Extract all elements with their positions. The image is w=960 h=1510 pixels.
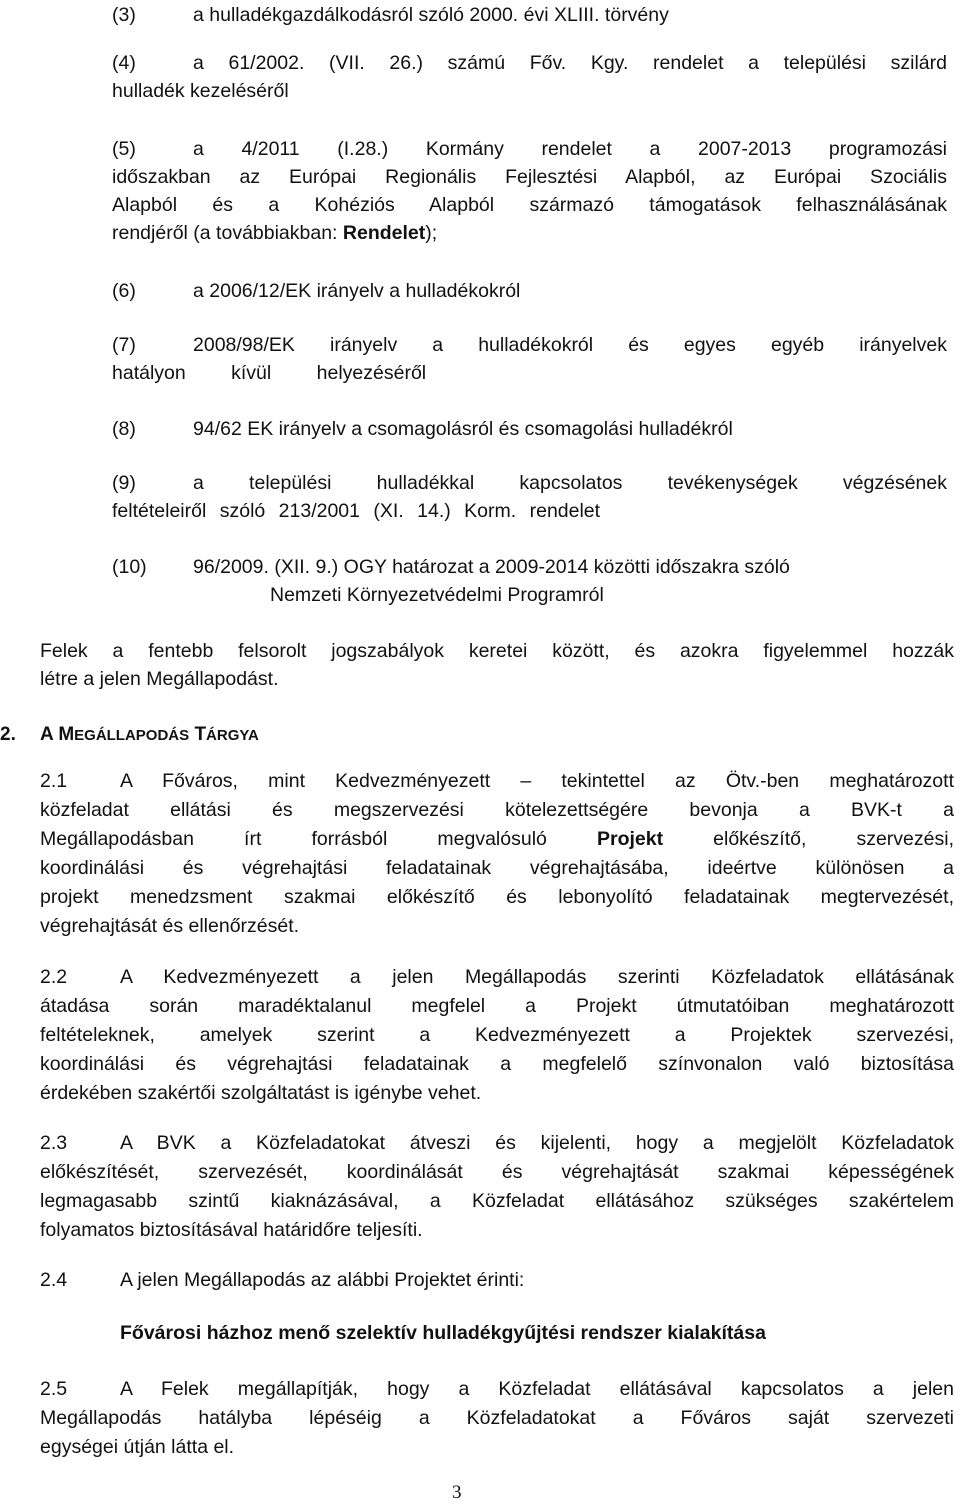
list-item-number: (3) xyxy=(112,4,136,26)
paragraph-text: előkészítését, szervezését, koordinálását és végrehajtását szakmai képességének xyxy=(40,1161,954,1183)
list-item-number: (8) xyxy=(112,418,136,440)
paragraph-text xyxy=(40,824,954,854)
list-item-text: 94/62 EK irányelv a csomagolásról és csomagolási hulladékról xyxy=(193,418,733,440)
paragraph-text: projekt menedzsment szakmai előkészítő és lebonyolító feladatainak megtervezését, xyxy=(40,886,954,908)
paragraph-text: A BVK a Közfeladatokat átveszi és kijelenti, hogy a megjelölt Közfeladatok xyxy=(120,1132,954,1154)
text-segment: ); xyxy=(425,222,438,244)
text-segment: előkészítő, szervezési, xyxy=(663,828,954,850)
paragraph-text: folyamatos biztosításával határidőre teljesíti. xyxy=(40,1219,423,1241)
closing-paragraph: létre a jelen Megállapodást. xyxy=(40,668,279,690)
paragraph-number: 2.2 xyxy=(40,966,68,988)
paragraph-text: közfeladat ellátási és megszervezési kötelezettségére bevonja a BVK-t a xyxy=(40,799,954,821)
list-item-text: a 4/2011 (I.28.) Kormány rendelet a 2007-2013 programozási xyxy=(193,138,947,160)
paragraph-text: érdekében szakértői szolgáltatást is igénybe vehet. xyxy=(40,1082,482,1104)
paragraph-text: A Főváros, mint Kedvezményezett – tekintettel az Ötv.-ben meghatározott xyxy=(120,770,954,792)
text-segment: rendjéről (a továbbiakban: xyxy=(112,222,343,244)
list-item-text: feltételeiről szóló 213/2001 (XI. 14.) Korm. rendelet xyxy=(112,500,601,522)
paragraph-text: legmagasabb szintű kiaknázásával, a Közfeladat ellátásához szükséges szakértelem xyxy=(40,1190,954,1212)
list-item-number: (6) xyxy=(112,280,136,302)
list-item-text: a 2006/12/EK irányelv a hulladékokról xyxy=(193,280,521,302)
list-item-number: (9) xyxy=(112,472,136,494)
list-item-number: (7) xyxy=(112,334,136,356)
paragraph-number: 2.4 xyxy=(40,1269,68,1291)
list-item-text: 96/2009. (XII. 9.) OGY határozat a 2009-2014 közötti időszakra szóló xyxy=(193,556,790,578)
paragraph-text: végrehajtását és ellenőrzését. xyxy=(40,915,300,937)
paragraph-text: koordinálási és végrehajtási feladatainak végrehajtásába, ideértve különösen a xyxy=(40,857,954,879)
project-title: Fővárosi házhoz menő szelektív hulladékgyűjtési rendszer kialakítása xyxy=(120,1322,766,1344)
paragraph-number: 2.1 xyxy=(40,770,68,792)
defined-term: Projekt xyxy=(596,828,664,850)
list-item-number: (10) xyxy=(112,556,147,578)
paragraph-text: A Felek megállapítják, hogy a Közfeladat ellátásával kapcsolatos a jelen xyxy=(120,1378,954,1400)
paragraph-text: A jelen Megállapodás az alábbi Projektet érinti: xyxy=(120,1269,525,1291)
list-item-text: hulladék kezeléséről xyxy=(112,80,289,102)
list-item-text: hatályon kívül helyezéséről xyxy=(112,362,427,384)
list-item-text: a települési hulladékkal kapcsolatos tevékenységek végzésének xyxy=(193,472,947,494)
list-item-text: Nemzeti Környezetvédelmi Programról xyxy=(270,584,604,606)
paragraph-number: 2.5 xyxy=(40,1378,68,1400)
closing-paragraph: Felek a fentebb felsorolt jogszabályok keretei között, és azokra figyelemmel hozzák xyxy=(40,640,954,662)
paragraph-text: Megállapodás hatályba lépéséig a Közfeladatokat a Főváros saját szervezeti xyxy=(40,1407,954,1429)
list-item-text: Alapból és a Kohéziós Alapból származó támogatások felhasználásának xyxy=(112,194,947,216)
list-item-text: 2008/98/EK irányelv a hulladékokról és egyes egyéb irányelvek xyxy=(193,334,947,356)
paragraph-text: átadása során maradéktalanul megfelel a Projekt útmutatóiban meghatározott xyxy=(40,995,954,1017)
list-item-text: időszakban az Európai Regionális Fejlesztési Alapból, az Európai Szociális xyxy=(112,166,947,188)
list-item-number: (5) xyxy=(112,138,136,160)
list-item-text: a hulladékgazdálkodásról szóló 2000. évi XLIII. törvény xyxy=(193,4,669,26)
paragraph-text: A Kedvezményezett a jelen Megállapodás szerinti Közfeladatok ellátásának xyxy=(120,966,954,988)
defined-term: Rendelet xyxy=(342,222,426,244)
page-number: 3 xyxy=(452,1482,462,1503)
paragraph-text: koordinálási és végrehajtási feladatainak a megfelelő színvonalon való biztosítása xyxy=(40,1053,954,1075)
paragraph-text: egységei útján látta el. xyxy=(40,1436,235,1458)
list-item-text xyxy=(112,218,437,248)
section-title: A MEGÁLLAPODÁS TÁRGYA xyxy=(40,724,259,745)
section-number: 2. xyxy=(0,724,16,745)
list-item-number: (4) xyxy=(112,52,136,74)
list-item-text: a 61/2002. (VII. 26.) számú Főv. Kgy. rendelet a települési szilárd xyxy=(193,52,947,74)
paragraph-text: feltételeknek, amelyek szerint a Kedvezményezett a Projektek szervezési, xyxy=(40,1024,954,1046)
text-segment: Megállapodásban írt forrásból megvalósuló xyxy=(40,828,597,850)
paragraph-number: 2.3 xyxy=(40,1132,68,1154)
